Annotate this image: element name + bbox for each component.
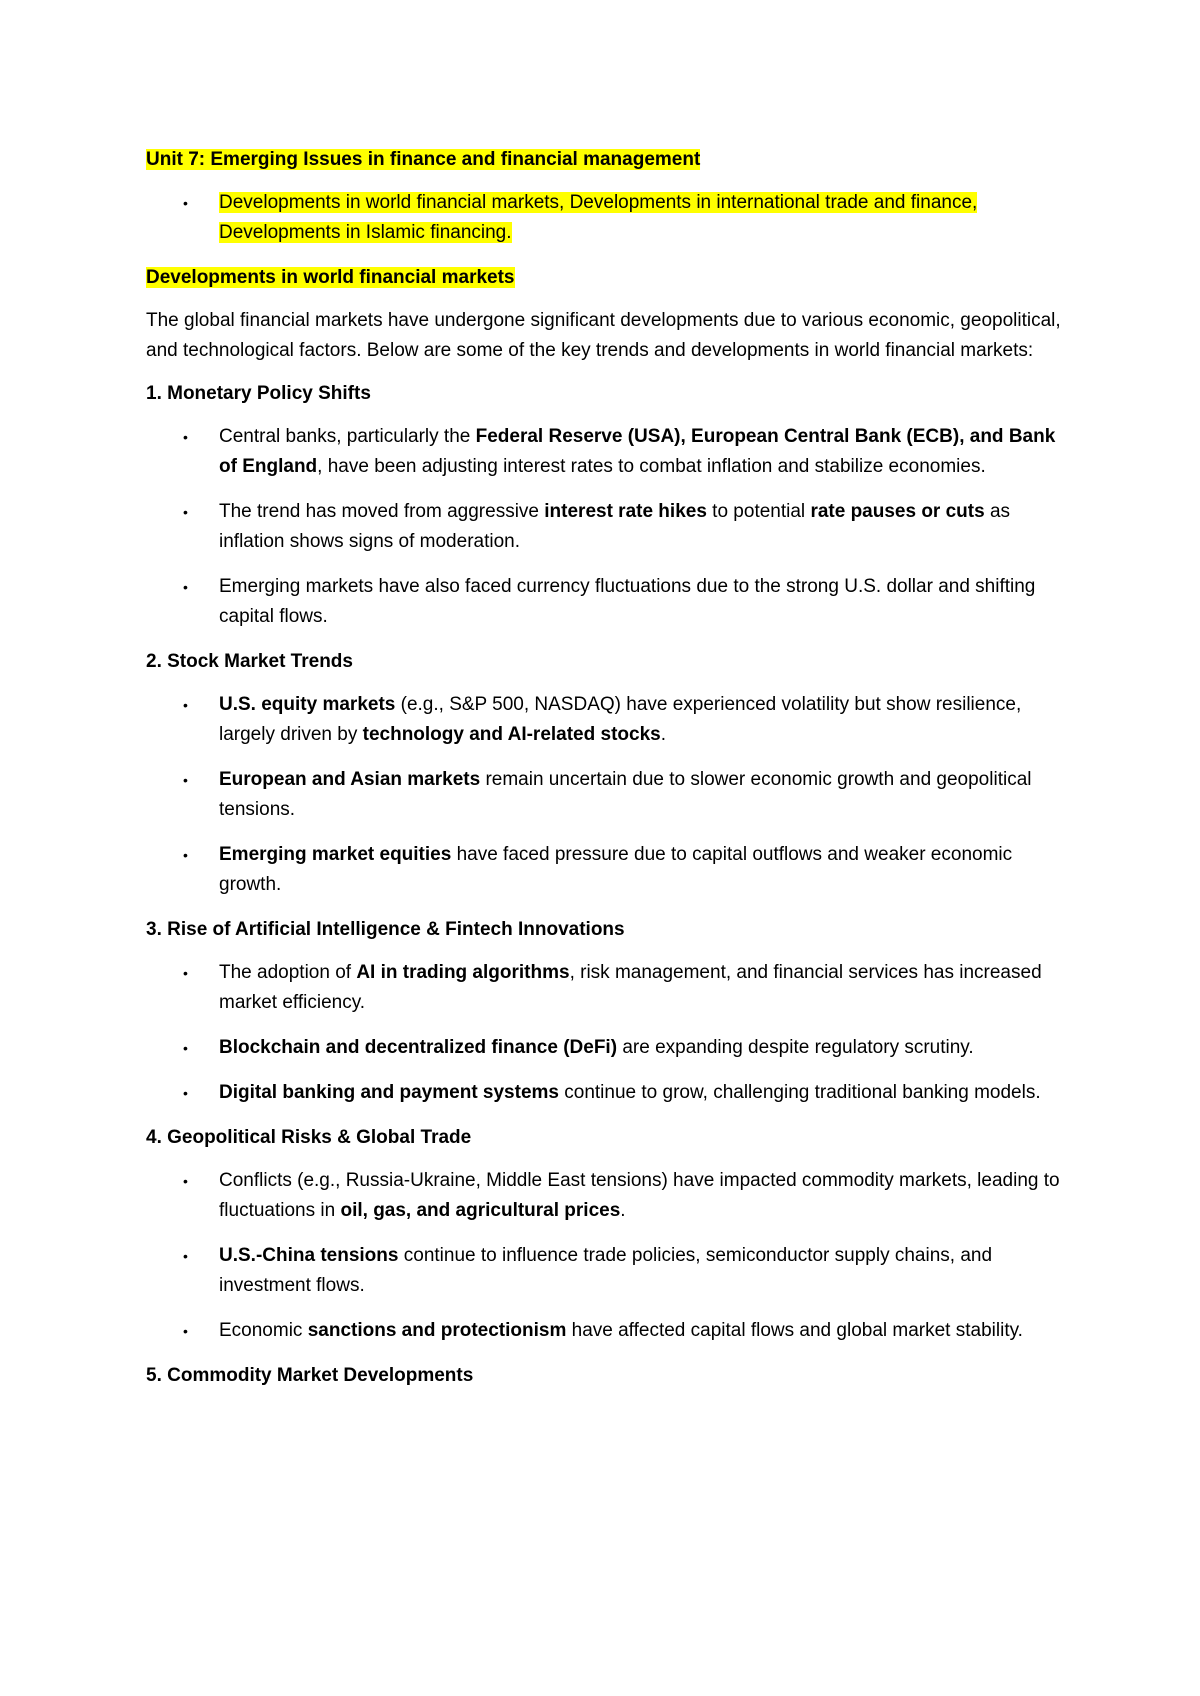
text-run: Emerging markets have also faced currency fluctuations due to the strong U.S. dollar and shifting capital flows. <box>219 576 1036 627</box>
bullet-icon: • <box>183 847 188 863</box>
bullet-item <box>146 840 1076 900</box>
bullet-icon: • <box>183 697 188 713</box>
bullet-icon: • <box>183 1173 188 1189</box>
text-run: are expanding despite regulatory scrutiny. <box>617 1037 974 1058</box>
bullet-icon: • <box>183 772 188 788</box>
bold-text-run: interest rate hikes <box>544 501 707 522</box>
bullet-icon: • <box>183 579 188 595</box>
bold-text-run: European and Asian markets <box>219 769 481 790</box>
bullet-icon: • <box>183 965 188 981</box>
bullet-item <box>146 1241 1076 1301</box>
subsection-title: 4. Geopolitical Risks & Global Trade <box>146 1127 472 1148</box>
bullet-item <box>146 1078 1076 1108</box>
bullet-icon: • <box>183 1323 188 1339</box>
bold-text-run: U.S. equity markets <box>219 694 396 715</box>
text-run: to potential <box>706 501 811 522</box>
subsection-bullet-list <box>146 958 1076 1108</box>
intro-paragraph: The global financial markets have undergone significant developments due to various economic, geopolitical, and technological factors. Below are some of the key trends and developments in world financial markets: <box>146 310 1061 361</box>
text-run: The trend has moved from aggressive <box>219 501 545 522</box>
bullet-icon: • <box>183 504 188 520</box>
unit-title-text: Unit 7: Emerging Issues in finance and financial management <box>146 149 701 170</box>
unit-topic-text: Developments in world financial markets, Developments in international trade and finance, Developments in Islamic financing. <box>219 192 978 243</box>
text-run: , have been adjusting interest rates to combat inflation and stabilize economies. <box>317 456 986 477</box>
text-run: (e.g., S&P 500, NASDAQ) have experienced volatility but show resilience, largely driven by <box>219 694 1022 745</box>
bullet-item <box>146 422 1076 482</box>
bullet-icon: • <box>183 1085 188 1101</box>
text-run: . <box>660 724 666 745</box>
bullet-item <box>146 1166 1076 1226</box>
text-run: as inflation shows signs of moderation. <box>219 501 1011 552</box>
subsection-bullet-list <box>146 1166 1076 1346</box>
bullet-icon: • <box>183 429 188 445</box>
bullet-item <box>146 1316 1076 1346</box>
text-run: The adoption of <box>219 962 357 983</box>
text-run: continue to influence trade policies, semiconductor supply chains, and investment flows. <box>219 1245 993 1296</box>
unit-topic-list <box>146 188 1076 248</box>
bold-text-run: oil, gas, and agricultural prices <box>340 1200 621 1221</box>
bullet-icon: • <box>183 1040 188 1056</box>
bold-text-run: Federal Reserve (USA), European Central Bank (ECB), and Bank of England <box>219 426 1056 477</box>
bullet-icon: • <box>183 1248 188 1264</box>
text-run: have affected capital flows and global market stability. <box>566 1320 1023 1341</box>
text-run: Economic <box>219 1320 308 1341</box>
bold-text-run: Blockchain and decentralized finance (DeFi) <box>219 1037 618 1058</box>
bold-text-run: AI in trading algorithms <box>356 962 570 983</box>
subsections-container <box>146 379 1076 1391</box>
text-run: continue to grow, challenging traditional banking models. <box>558 1082 1041 1103</box>
bold-text-run: sanctions and protectionism <box>307 1320 567 1341</box>
unit-title <box>146 145 1076 175</box>
bold-text-run: technology and AI-related stocks <box>362 724 661 745</box>
document-body <box>146 145 1076 1404</box>
unit-topic-item <box>146 188 1076 248</box>
bold-text-run: rate pauses or cuts <box>810 501 985 522</box>
text-run: remain uncertain due to slower economic growth and geopolitical tensions. <box>219 769 1032 820</box>
section-title <box>146 263 1076 293</box>
text-run: Central banks, particularly the <box>219 426 476 447</box>
bold-text-run: Digital banking and payment systems <box>219 1082 559 1103</box>
text-run: have faced pressure due to capital outflows and weaker economic growth. <box>219 844 1013 895</box>
subsection-title: 2. Stock Market Trends <box>146 651 353 672</box>
bullet-item <box>146 690 1076 750</box>
text-run: , risk management, and financial services has increased market efficiency. <box>219 962 1042 1013</box>
subsection-title: 5. Commodity Market Developments <box>146 1365 474 1386</box>
text-run: Conflicts (e.g., Russia-Ukraine, Middle East tensions) have impacted commodity markets, leading to fluctuations in <box>219 1170 1060 1221</box>
text-run: . <box>620 1200 626 1221</box>
bold-text-run: Emerging market equities <box>219 844 452 865</box>
bullet-icon: • <box>183 195 188 211</box>
bold-text-run: U.S.-China tensions <box>219 1245 399 1266</box>
section-title-text: Developments in world financial markets <box>146 267 515 288</box>
bullet-item <box>146 1033 1076 1063</box>
bullet-item <box>146 765 1076 825</box>
subsection-bullet-list <box>146 422 1076 632</box>
subsection-bullet-list <box>146 690 1076 900</box>
bullet-item <box>146 958 1076 1018</box>
subsection-title: 1. Monetary Policy Shifts <box>146 383 371 404</box>
bullet-item <box>146 497 1076 557</box>
bullet-item <box>146 572 1076 632</box>
subsection-title: 3. Rise of Artificial Intelligence & Fintech Innovations <box>146 919 625 940</box>
